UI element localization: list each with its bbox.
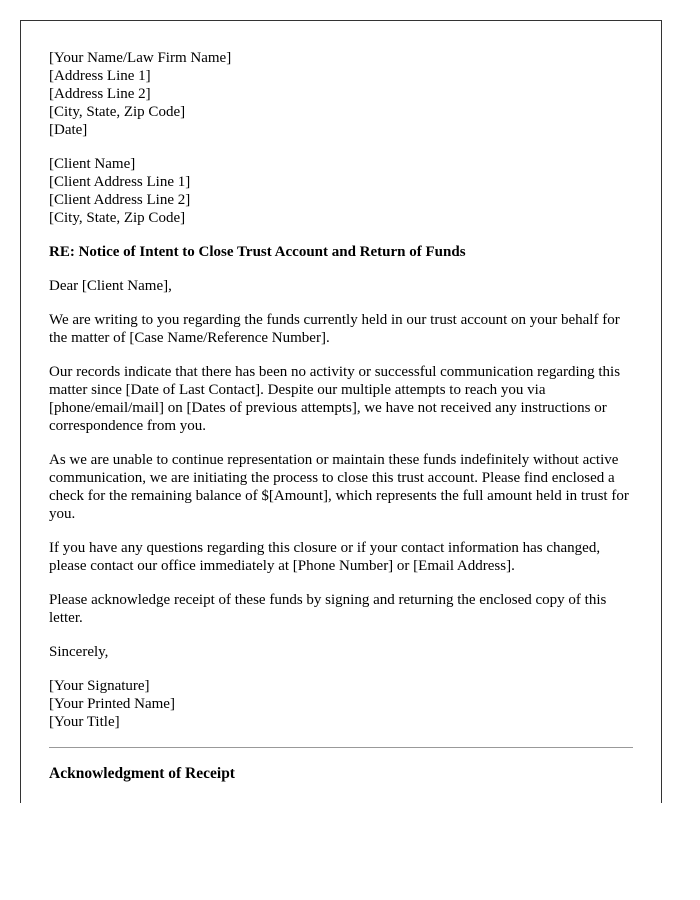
body-paragraph: Please acknowledge receipt of these funds by signing and returning the enclosed copy of this letter. xyxy=(49,592,607,626)
sender-address-2: [Address Line 2] xyxy=(49,86,151,102)
body-paragraph: We are writing to you regarding the funds currently held in our trust account on your behalf for the matter of [Case Name/Reference Number]. xyxy=(49,312,620,346)
printed-name: [Your Printed Name] xyxy=(49,696,175,712)
client-address-2: [Client Address Line 2] xyxy=(49,192,191,208)
client-name: [Client Name] xyxy=(49,156,136,172)
client-address-1: [Client Address Line 1] xyxy=(49,174,191,190)
closing: Sincerely, xyxy=(49,644,109,660)
body-paragraph: Our records indicate that there has been no activity or successful communication regarding this matter since [Date of Last Contact]. Despite our multiple attempts to reach you via [phone/email/mail] on [Dates of previous attempts], we have not received any instructions or correspondence from you. xyxy=(49,364,621,434)
acknowledgment-heading: Acknowledgment of Receipt xyxy=(49,765,235,782)
body-paragraph: If you have any questions regarding this closure or if your contact information has changed, please contact our office immediately at [Phone Number] or [Email Address]. xyxy=(49,540,601,574)
recipient-block xyxy=(49,155,633,227)
sender-block xyxy=(49,49,633,139)
signature: [Your Signature] xyxy=(49,678,150,694)
title: [Your Title] xyxy=(49,714,120,730)
client-city: [City, State, Zip Code] xyxy=(49,210,186,226)
sender-city: [City, State, Zip Code] xyxy=(49,104,186,120)
salutation: Dear [Client Name], xyxy=(49,278,172,294)
letter-date: [Date] xyxy=(49,122,88,138)
signature-block xyxy=(49,677,633,731)
sender-address-1: [Address Line 1] xyxy=(49,68,151,84)
sender-name: [Your Name/Law Firm Name] xyxy=(49,50,232,66)
subject-line: RE: Notice of Intent to Close Trust Account and Return of Funds xyxy=(49,244,466,260)
divider xyxy=(49,747,633,748)
body-paragraph: As we are unable to continue representation or maintain these funds indefinitely without active communication, we are initiating the process to close this trust account. Please find enclosed a check for the remaining balance of $[Amount], which represents the full amount held in trust for you. xyxy=(49,452,629,522)
letter-page xyxy=(20,20,662,803)
